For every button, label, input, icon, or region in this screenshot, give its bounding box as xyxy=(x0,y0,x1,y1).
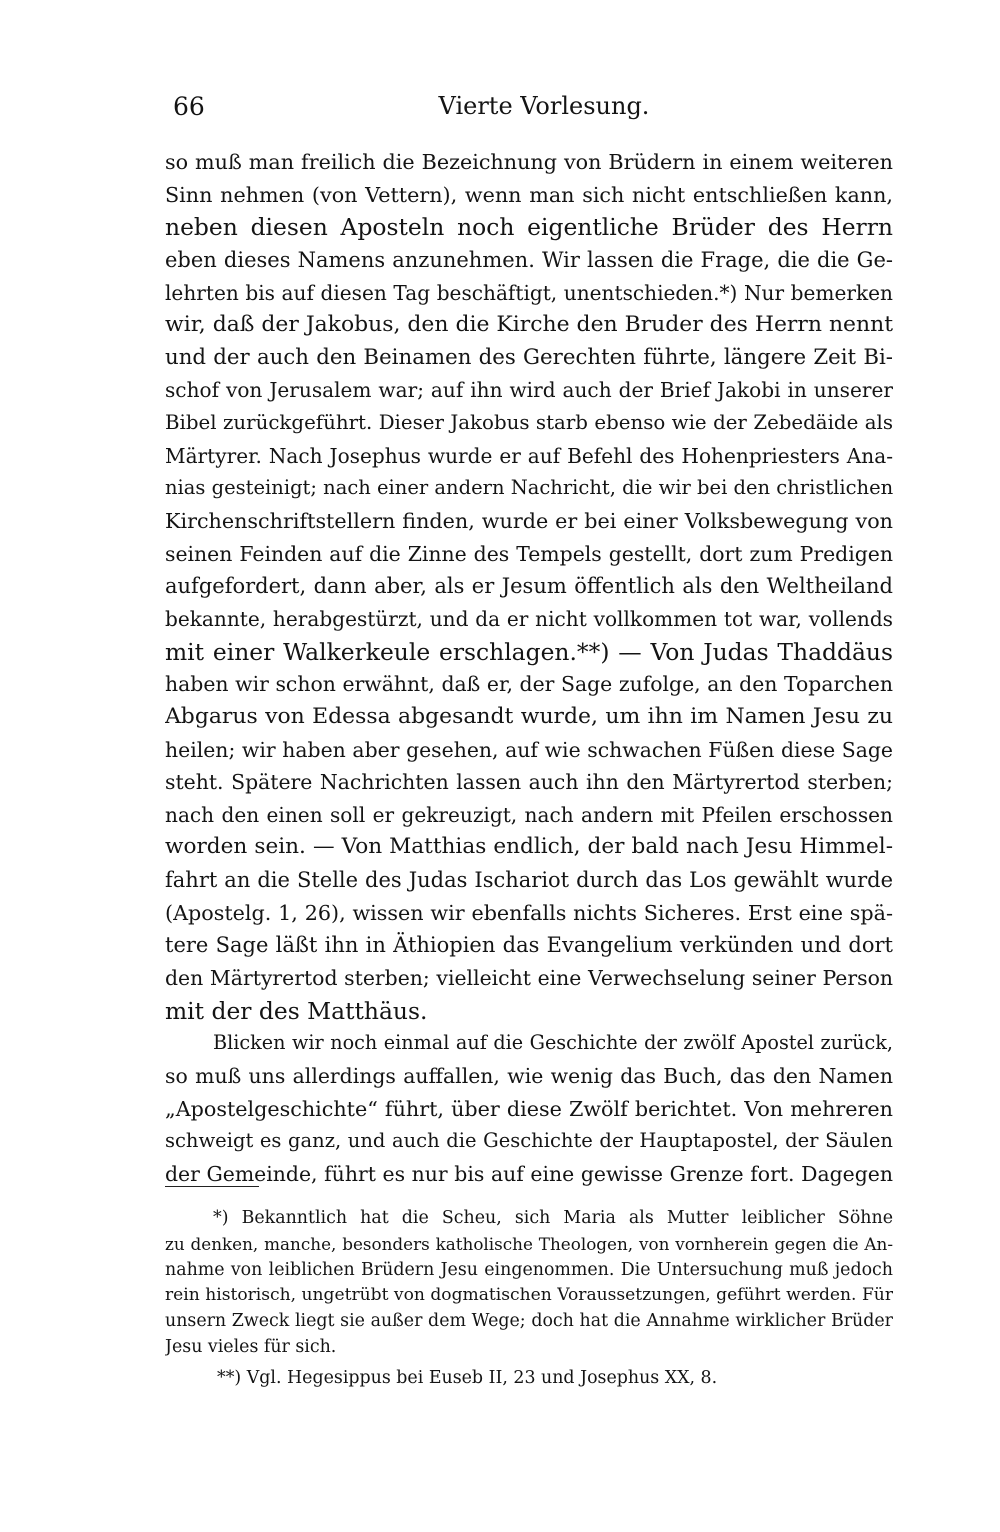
footnote-1-line: nahme von leiblichen Brüdern Jesu eingenommen. Die Untersuchung muß jedoch xyxy=(165,1259,893,1280)
text-line: so muß man freilich die Bezeichnung von Brüdern in einem weiteren xyxy=(165,150,893,174)
text-line: so muß uns allerdings auffallen, wie wenig das Buch, das den Namen xyxy=(165,1063,893,1088)
text-line: Bibel zurückgeführt. Dieser Jakobus starb ebenso wie der Zebedäide als xyxy=(165,411,893,435)
footnotes xyxy=(165,1206,893,1392)
footnote-1-line: unsern Zweck liegt sie außer dem Wege; doch hat die Annahme wirklicher Brüder xyxy=(165,1311,893,1332)
footnote-1-line: zu denken, manche, besonders katholische Theologen, von vornherein gegen die An- xyxy=(165,1233,893,1254)
footnote-1-line: *) Bekanntlich hat die Scheu, sich Maria als Mutter leiblicher Söhne xyxy=(213,1208,893,1228)
footnote-separator xyxy=(165,1186,259,1187)
text-line: fahrt an die Stelle des Judas Ischariot durch das Los gewählt wurde xyxy=(165,868,893,893)
text-line: neben diesen Aposteln noch eigentliche Brüder des Herrn xyxy=(165,213,893,242)
text-line: den Märtyrertod sterben; vielleicht eine Verwechselung seiner Person xyxy=(165,966,893,991)
footnote-1-line: rein historisch, ungetrübt von dogmatischen Voraussetzungen, geführt werden. Für xyxy=(165,1285,893,1306)
text-line: seinen Feinden auf die Zinne des Tempels gestellt, dort zum Predigen xyxy=(165,541,893,566)
text-line: worden sein. — Von Matthias endlich, der bald nach Jesu Himmel- xyxy=(165,834,893,860)
text-line: schof von Jerusalem war; auf ihn wird auch der Brief Jakobi in unserer xyxy=(165,378,893,403)
text-line: schweigt es ganz, und auch die Geschichte der Hauptapostel, der Säulen xyxy=(165,1129,893,1153)
text-line: nach den einen soll er gekreuzigt, nach andern mit Pfeilen erschossen xyxy=(165,802,893,827)
text-line: aufgefordert, dann aber, als er Jesum öffentlich als den Weltheiland xyxy=(165,574,893,599)
paragraph-start-line: Blicken wir noch einmal auf die Geschichte der zwölf Apostel zurück, xyxy=(213,1031,893,1055)
page-header xyxy=(165,92,893,132)
text-line: der Gemeinde, führt es nur bis auf eine gewisse Grenze fort. Dagegen xyxy=(165,1161,893,1186)
paragraph-end-line: mit der des Matthäus. xyxy=(165,996,428,1025)
text-line: „Apostelgeschichte“ führt, über diese Zwölf berichtet. Von mehreren xyxy=(165,1096,893,1121)
text-line: lehrten bis auf diesen Tag beschäftigt, unentschieden.*) Nur bemerken xyxy=(165,280,893,305)
text-line: und der auch den Beinamen des Gerechten führte, längere Zeit Bi- xyxy=(165,344,893,370)
footnote-2: **) Vgl. Hegesippus bei Euseb II, 23 und Josephus XX, 8. xyxy=(217,1367,718,1388)
text-line: wir, daß der Jakobus, den die Kirche den Bruder des Herrn nennt xyxy=(165,312,893,338)
text-line: eben dieses Namens anzunehmen. Wir lassen die Frage, die die Ge- xyxy=(165,247,893,272)
running-title: Vierte Vorlesung. xyxy=(438,92,650,120)
text-line: (Apostelg. 1, 26), wissen wir ebenfalls nichts Sicheres. Erst eine spä- xyxy=(165,900,893,925)
text-line: heilen; wir haben aber gesehen, auf wie schwachen Füßen diese Sage xyxy=(165,737,893,762)
body-text xyxy=(165,146,893,1191)
text-line: Abgarus von Edessa abgesandt wurde, um ihn im Namen Jesu zu xyxy=(165,703,893,729)
text-line: haben wir schon erwähnt, daß er, der Sage zufolge, an den Toparchen xyxy=(165,672,893,697)
text-line: Märtyrer. Nach Josephus wurde er auf Befehl des Hohenpriesters Ana- xyxy=(165,443,893,468)
text-line: bekannte, herabgestürzt, und da er nicht vollkommen tot war, vollends xyxy=(165,606,893,631)
page-number: 66 xyxy=(173,92,205,121)
text-line: mit einer Walkerkeule erschlagen.**) — Von Judas Thaddäus xyxy=(165,637,893,666)
footnote-1-line: Jesu vieles für sich. xyxy=(165,1336,337,1357)
text-line: steht. Spätere Nachrichten lassen auch ihn den Märtyrertod sterben; xyxy=(165,770,893,795)
text-line: tere Sage läßt ihn in Äthiopien das Evangelium verkünden und dort xyxy=(165,933,893,958)
text-line: nias gesteinigt; nach einer andern Nachricht, die wir bei den christlichen xyxy=(165,476,893,500)
text-line: Sinn nehmen (von Vettern), wenn man sich nicht entschließen kann, xyxy=(165,182,893,207)
text-line: Kirchenschriftstellern finden, wurde er bei einer Volksbewegung von xyxy=(165,509,893,534)
